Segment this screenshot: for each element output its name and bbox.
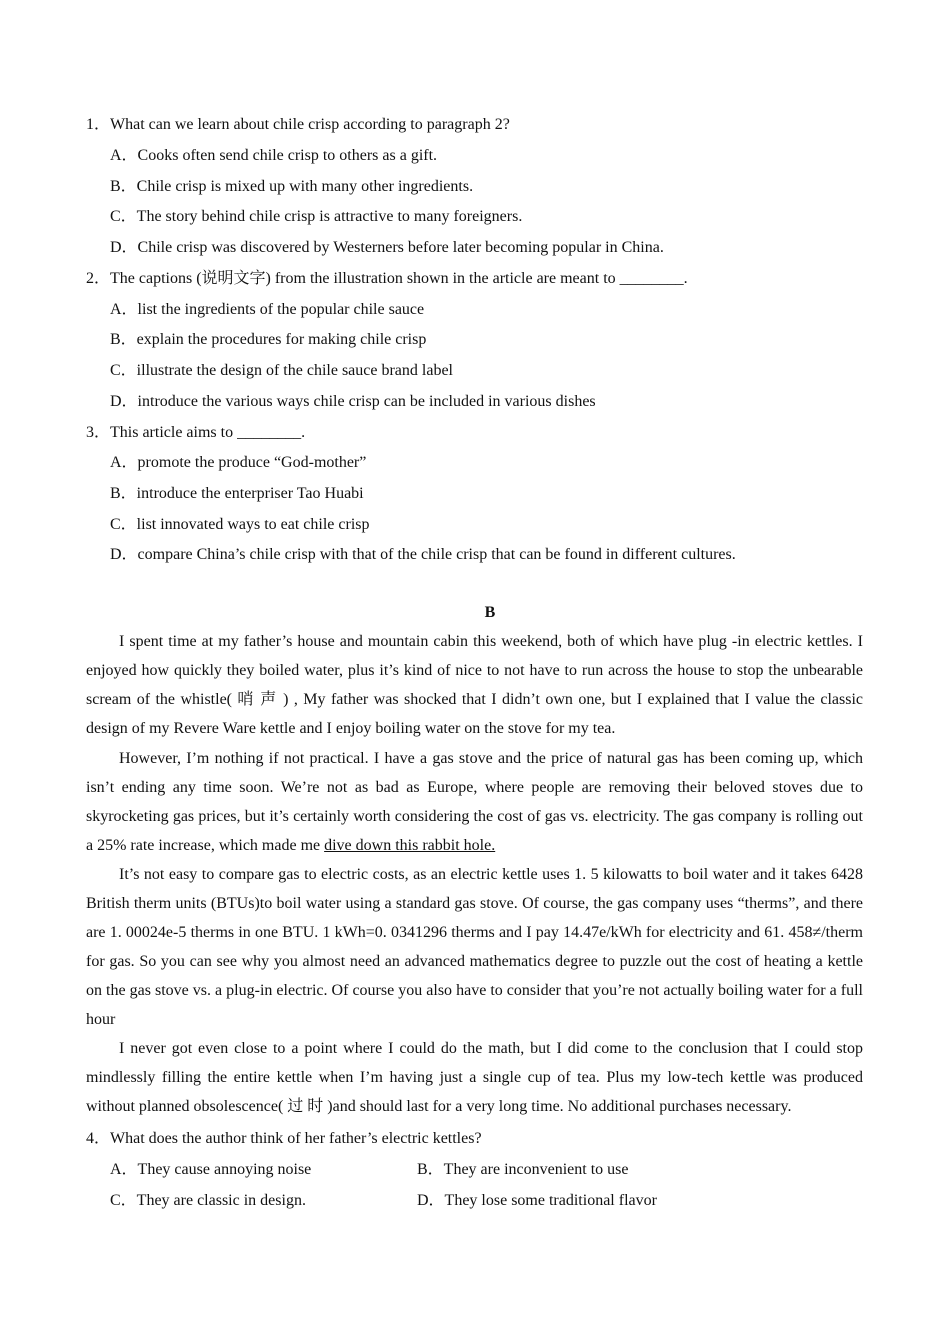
passage-paragraph-2 [86,744,863,860]
question-1-option-b: B．Chile crisp is mixed up with many other ingredients. [110,178,474,195]
question-4-option-a: A．They cause annoying noise [110,1161,312,1178]
question-4-option-b: B．They are inconvenient to use [417,1161,629,1178]
passage-paragraph-2-text: However, I’m nothing if not practical. I have a gas stove and the price of natural gas has been coming up, which isn’t ending any time soon. We’re not as bad as Europe, where people are removing their beloved stoves due to skyrocketing gas prices, but it’s certainly worth considering the cost of gas vs. electricity. The gas company is rolling out a 25% rate increase, which made me [86,750,863,854]
question-3-stem: 3．This article aims to ________. [86,424,306,441]
passage-paragraph-3: It’s not easy to compare gas to electric costs, as an electric kettle uses 1. 5 kilowatts to boil water and it takes 6428 British therm units (BTUs)to boil water using a standard gas stove. Of course, the gas company uses “therms”, and there are 1. 00024e-5 therms in one BTU. 1 kWh=0. 0341296 therms and I pay 14.47e/kWh for electricity and 61. 458≠/therm for gas. So you can see why you almost need an advanced mathematics degree to puzzle out the cost of heating a kettle on the gas stove vs. a plug-in electric. Of course you also have to consider that you’re not actually boiling water for a full hour [86,866,863,1028]
question-2-stem: 2．The captions (说明文字) from the illustration shown in the article are meant to ________. [86,270,688,287]
question-4-option-d: D．They lose some traditional flavor [417,1192,657,1209]
question-1-option-d: D．Chile crisp was discovered by Westerners before later becoming popular in China. [110,239,664,256]
question-4-option-c: C．They are classic in design. [110,1192,306,1209]
underlined-phrase: dive down this rabbit hole. [324,837,496,854]
question-3-option-c: C．list innovated ways to eat chile crisp [110,516,370,533]
question-3-option-d: D．compare China’s chile crisp with that of the chile crisp that can be found in different cultures. [110,546,736,563]
question-2-option-a: A．list the ingredients of the popular chile sauce [110,301,425,318]
passage-paragraph-4: I never got even close to a point where I could do the math, but I did come to the conclusion that I could stop mindlessly filling the entire kettle when I’m having just a single cup of tea. Plus my low-tech kettle was produced without planned obsolescence( 过 时 )and should last for a very long time. No additional purchases necessary. [86,1040,863,1115]
question-3-option-b: B．introduce the enterpriser Tao Huabi [110,485,364,502]
question-1-stem: 1．What can we learn about chile crisp according to paragraph 2? [86,116,510,133]
question-2-option-b: B．explain the procedures for making chile crisp [110,331,427,348]
question-2-option-d: D．introduce the various ways chile crisp can be included in various dishes [110,393,596,410]
question-3-option-a: A．promote the produce “God-mother” [110,454,367,471]
question-4-stem: 4．What does the author think of her father’s electric kettles? [86,1130,482,1147]
question-1-option-c: C．The story behind chile crisp is attractive to many foreigners. [110,208,523,225]
question-2-option-c: C．illustrate the design of the chile sauce brand label [110,362,454,379]
passage-paragraph-1: I spent time at my father’s house and mountain cabin this weekend, both of which have plug -in electric kettles. I enjoyed how quickly they boiled water, plus it’s kind of nice to not have to run across the house to stop the unbearable scream of the whistle( 哨 声 ) , My father was shocked that I didn’t own one, but I explained that I value the classic design of my Revere Ware kettle and I enjoy boiling water on the stove for my tea. [86,633,863,737]
question-1-option-a: A．Cooks often send chile crisp to others as a gift. [110,147,438,164]
section-b-heading: B [484,604,496,621]
